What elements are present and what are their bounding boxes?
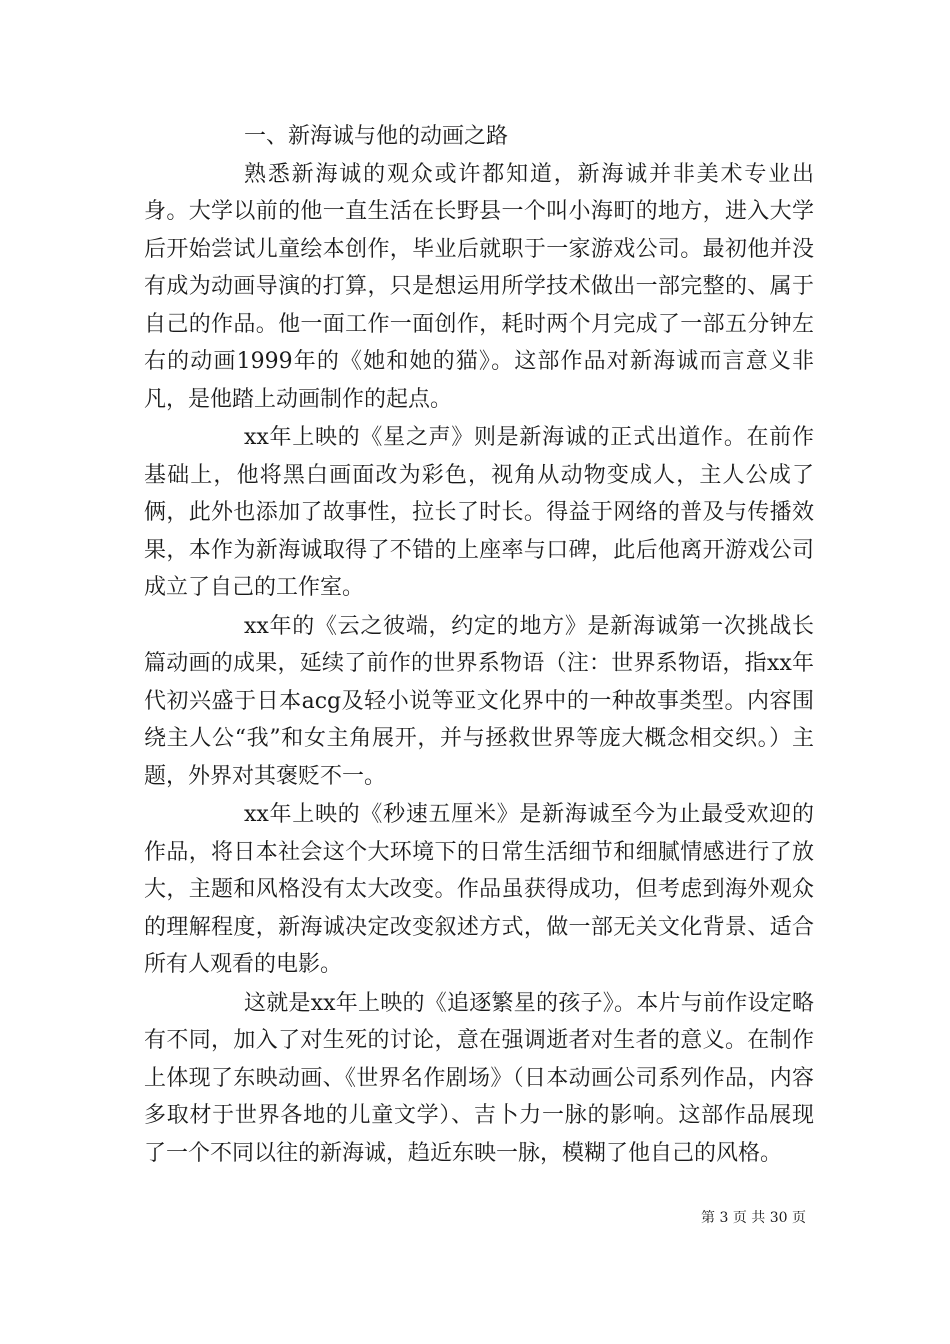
paragraph-1: 熟悉新海诚的观众或许都知道，新海诚并非美术专业出身。大学以前的他一直生活在长野县一个叫小海町的地方，进入大学后开始尝试儿童绘本创作，毕业后就职于一家游戏公司。最初他并没有成为动画导演的打算，只是想运用所学技术做出一部完整的、属于自己的作品。他一面工作一面创作，耗时两个月完成了一部五分钟左右的动画1999年的《她和她的猫》。这部作品对新海诚而言意义非凡，是他踏上动画制作的起点。 [144,161,814,412]
page-number: 第 3 页 共 30 页 [701,1210,806,1226]
section-heading: 一、新海诚与他的动画之路 [244,124,509,149]
paragraph-5: 这就是xx年上映的《追逐繁星的孩子》。本片与前作设定略有不同，加入了对生死的讨论，意在强调逝者对生者的意义。在制作上体现了东映动画、《世界名作剧场》（日本动画公司系列作品，内容多取材于世界各地的儿童文学）、吉卜力一脉的影响。这部作品展现了一个不同以往的新海诚，趋近东映一脉，模糊了他自己的风格。 [144,990,814,1166]
paragraph-2: xx年上映的《星之声》则是新海诚的正式出道作。在前作基础上，他将黑白画面改为彩色，视角从动物变成人，主人公成了俩，此外也添加了故事性，拉长了时长。得益于网络的普及与传播效果，本作为新海诚取得了不错的上座率与口碑，此后他离开游戏公司成立了自己的工作室。 [144,425,814,600]
paragraph-3: xx年的《云之彼端，约定的地方》是新海诚第一次挑战长篇动画的成果，延续了前作的世界系物语（注：世界系物语，指xx年代初兴盛于日本acg及轻小说等亚文化界中的一种故事类型。内容围绕主人公“我”和女主角展开，并与拯救世界等庞大概念相交织。）主题，外界对其褒贬不一。 [144,613,814,789]
paragraph-4: xx年上映的《秒速五厘米》是新海诚至今为止最受欢迎的作品，将日本社会这个大环境下的日常生活细节和细腻情感进行了放大，主题和风格没有太大改变。作品虽获得成功，但考虑到海外观众的理解程度，新海诚决定改变叙述方式，做一部无关文化背景、适合所有人观看的电影。 [144,802,814,977]
document-body [144,118,814,1173]
